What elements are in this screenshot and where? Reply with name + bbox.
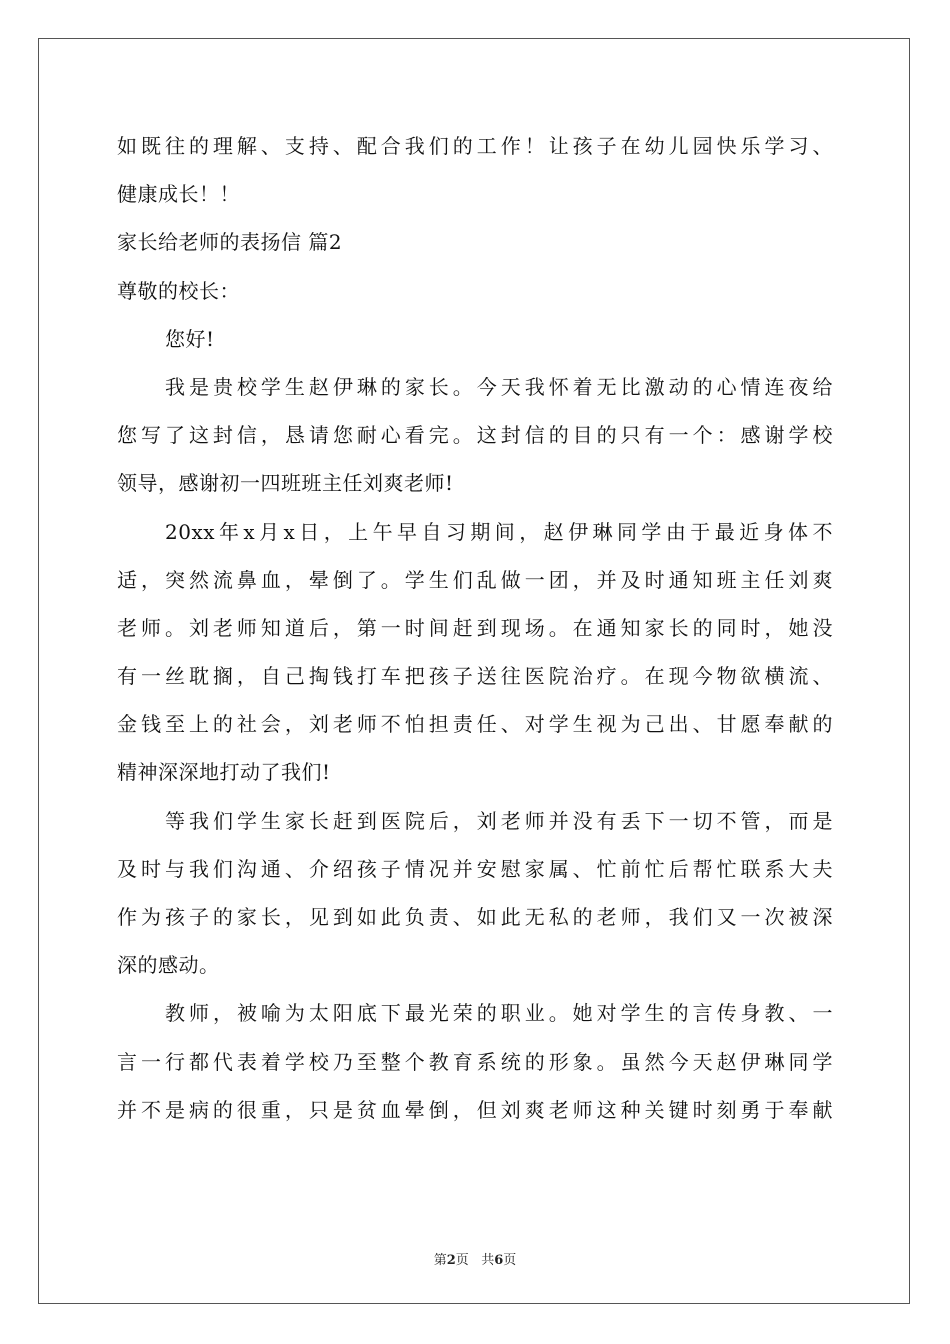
text-line: 20xx年x月x日，上午早自习期间，赵伊琳同学由于最近身体不: [165, 519, 833, 544]
text-line: 适，突然流鼻血，晕倒了。学生们乱做一团，并及时通知班主任刘爽: [117, 567, 833, 592]
text-line: 领导，感谢初一四班班主任刘爽老师!: [117, 471, 454, 496]
text-line: 您好!: [165, 326, 215, 351]
text-line: 金钱至上的社会，刘老师不怕担责任、对学生视为己出、甘愿奉献的: [117, 712, 833, 737]
document-body: [117, 126, 833, 1138]
footer-prefix: 第: [433, 1253, 447, 1268]
text-line: 您写了这封信，恳请您耐心看完。这封信的目的只有一个：感谢学校: [117, 423, 833, 448]
text-line: 有一丝耽搁，自己掏钱打车把孩子送往医院治疗。在现今物欲横流、: [117, 664, 833, 689]
text-line: 深的感动。: [117, 953, 220, 978]
footer-total-prefix: 共: [481, 1253, 495, 1268]
text-line: 如既往的理解、支持、配合我们的工作！让孩子在幼儿园快乐学习、: [117, 134, 833, 158]
current-page-number: 2: [446, 1253, 456, 1268]
page-footer: [0, 1249, 950, 1268]
text-line: 并不是病的很重，只是贫血晕倒，但刘爽老师这种关键时刻勇于奉献: [117, 1097, 833, 1122]
text-line: 精神深深地打动了我们!: [117, 760, 331, 785]
text-line: 及时与我们沟通、介绍孩子情况并安慰家属、忙前忙后帮忙联系大夫: [117, 856, 833, 881]
text-line: 言一行都代表着学校乃至整个教育系统的形象。虽然今天赵伊琳同学: [117, 1049, 833, 1074]
text-line: 等我们学生家长赶到医院后，刘老师并没有丢下一切不管，而是: [165, 808, 833, 833]
footer-page-suffix: 页: [455, 1253, 469, 1268]
text-line: 我是贵校学生赵伊琳的家长。今天我怀着无比激动的心情连夜给: [165, 374, 833, 399]
text-line: 健康成长！！: [117, 182, 240, 207]
text-line: 作为孩子的家长，见到如此负责、如此无私的老师，我们又一次被深: [117, 905, 833, 929]
text-line: 家长给老师的表扬信 篇2: [117, 230, 343, 255]
text-line: 尊敬的校长：: [117, 278, 240, 303]
total-page-count: 6: [494, 1253, 504, 1268]
text-line: 教师，被喻为太阳底下最光荣的职业。她对学生的言传身教、一: [165, 1001, 833, 1026]
text-line: 老师。刘老师知道后，第一时间赶到现场。在通知家长的同时，她没: [117, 615, 833, 640]
footer-total-suffix: 页: [503, 1253, 517, 1268]
